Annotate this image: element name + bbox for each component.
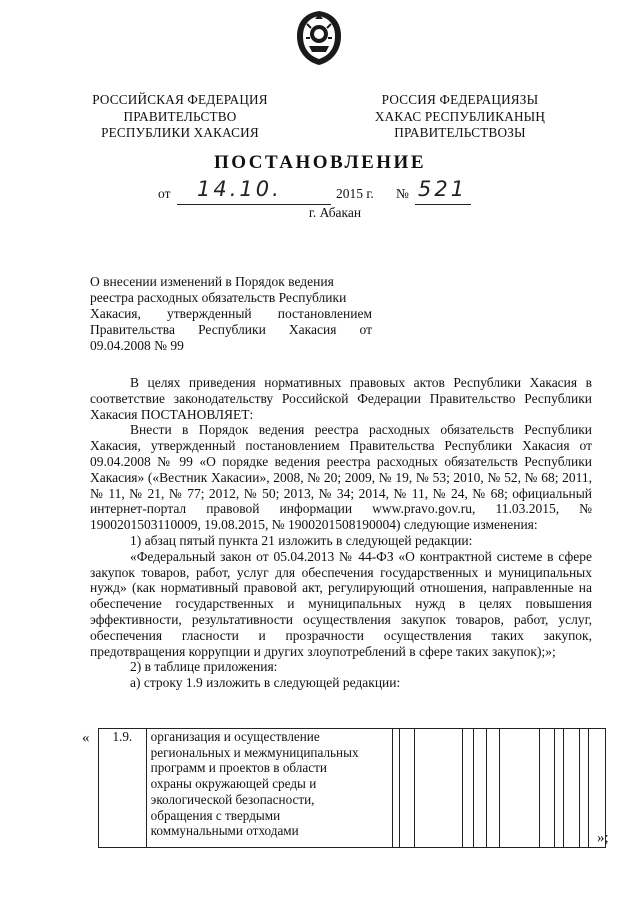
header-right (355, 92, 565, 142)
item-2: 2) в таблице приложения: (130, 659, 278, 675)
empty-cell (463, 729, 474, 848)
row-number-cell (99, 729, 147, 848)
subject-line: Хакасия, утвержденный постановлением (90, 306, 372, 321)
header-left-line: РЕСПУБЛИКИ ХАКАСИЯ (101, 125, 259, 140)
document-title: ПОСТАНОВЛЕНИЕ (213, 152, 427, 173)
table-open-quote: « (82, 730, 90, 746)
header-right-line: ХАКАС РЕСПУБЛИКАНЫҢ (374, 108, 546, 124)
empty-cell (487, 729, 500, 848)
empty-cell (579, 729, 588, 848)
city: г. Абакан (308, 205, 362, 220)
subject-line: О внесении изменений в Порядок ведения (90, 274, 334, 289)
header-left-line: РОССИЙСКАЯ ФЕДЕРАЦИЯ (92, 92, 268, 107)
row-text-line: организация и осуществление (150, 729, 320, 744)
empty-cell (555, 729, 564, 848)
empty-cell (474, 729, 487, 848)
row-text-line: программ и проектов в области (150, 760, 327, 776)
header-left (80, 92, 280, 142)
row-text-line: охраны окружающей среды и (150, 776, 317, 792)
header-right-line: РОССИЯ ФЕДЕРАЦИЯЗЫ (381, 92, 539, 107)
paragraph-1: Внести в Порядок ведения реестра расходных обязательств Республики Хакасия, утвержденный постановлением Правительства Республики Хакасия от 09.04.2008 № 99 «О порядке ведения реестра расходных обязательств Республики Хакасия» («Вестник Хакасии», 2008, № 20; 2009, № 19, № 53; 2010, № 52, № 68; 2011, № 11, № 21, № 77; 2012, № 50; 2013, № 34; 2014, № 11, № 24, № 68; официальный интернет-портал правовой информации www.pravo.gov.ru, 11.03.2015, № 1900201503110009, 19.08.2015, № 1900201508190004) следующие изменения: (90, 422, 592, 533)
empty-cell (564, 729, 579, 848)
coat-of-arms-emblem (295, 10, 343, 66)
subject-block (90, 274, 372, 354)
empty-cell (415, 729, 463, 848)
empty-cell (540, 729, 555, 848)
coat-of-arms-icon (295, 10, 343, 66)
row-text-line: обращения с твердыми (150, 807, 281, 823)
item-2a: а) строку 1.9 изложить в следующей редакции: (130, 675, 401, 691)
subject-line: Правительства Республики Хакасия от (90, 322, 372, 337)
row-text-cell (146, 729, 392, 848)
preamble: В целях приведения нормативных правовых актов Республики Хакасия в соответствие законодательству Российской Федерации Правительство Республики Хакасия ПОСТАНОВЛЯЕТ: (90, 375, 592, 422)
empty-cell (400, 729, 415, 848)
number-sign: № (396, 186, 409, 201)
appendix-table (98, 728, 606, 848)
row-text-line: коммунальными отходами (150, 823, 299, 839)
empty-cell (393, 729, 400, 848)
row-text-line: экологической безопасности, (150, 791, 315, 807)
row-number: 1.9. (112, 729, 133, 744)
date-handwritten: 14.10. (197, 177, 282, 201)
item-1: 1) абзац пятый пункта 21 изложить в следующей редакции: (130, 532, 473, 548)
subject-line: реестра расходных обязательств Республики (90, 290, 347, 305)
quote-1: «Федеральный закон от 05.04.2013 № 44-ФЗ «О контрактной системе в сфере закупок товаров, работ, услуг для обеспечения государственных и муниципальных нужд» (как нормативный правовой акт, регулирующий отношения, направленные на обеспечение государственных и муниципальных нужд в целях повышения эффективности, результативности осуществления закупок товаров, работ, услуг, обеспечения гласности и прозрачности осуществления таких закупок, предотвращения коррупции и других злоупотреблений в сфере таких закупок);»; (90, 548, 592, 659)
table-row (99, 729, 606, 848)
date-prefix: от (158, 186, 171, 201)
header-right-line: ПРАВИТЕЛЬСТВОЗЫ (394, 125, 526, 140)
document-body (90, 375, 592, 691)
row-text-line: региональных и межмуниципальных (150, 744, 359, 760)
year-text: 2015 г. (336, 186, 374, 201)
table-close-quote: »; (597, 830, 609, 846)
subject-line: 09.04.2008 № 99 (90, 338, 184, 353)
number-handwritten: 521 (418, 177, 468, 201)
header-left-line: ПРАВИТЕЛЬСТВО (123, 108, 237, 124)
empty-cell (500, 729, 540, 848)
